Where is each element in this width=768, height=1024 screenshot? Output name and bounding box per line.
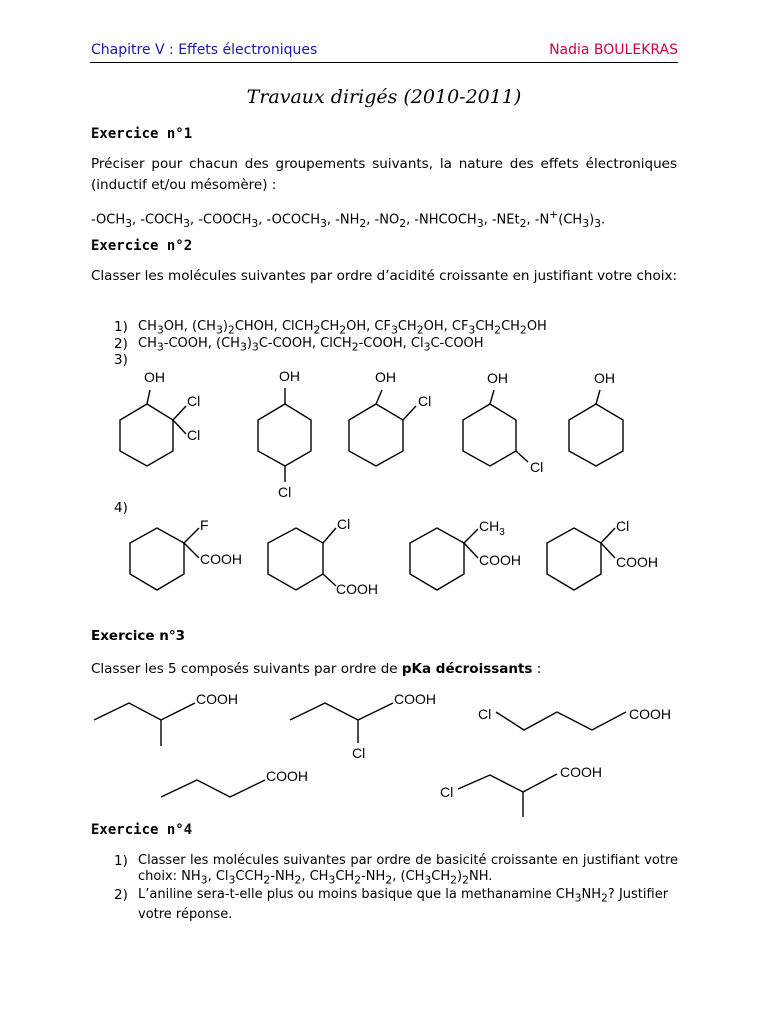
oh-label: OH bbox=[375, 369, 396, 385]
oh-label: OH bbox=[594, 370, 615, 386]
molecule-2-chlorocyclohexanecarboxylic-acid bbox=[268, 516, 378, 597]
cooh-label: COOH bbox=[336, 581, 378, 597]
list-number: 1) bbox=[114, 319, 128, 335]
molecule-cyclohexanol bbox=[569, 370, 623, 466]
cl-label: Cl bbox=[187, 427, 201, 443]
cooh-label: COOH bbox=[200, 551, 242, 567]
header-author: Nadia BOULEKRAS bbox=[549, 42, 678, 58]
molecule-4-chlorocyclohexanol bbox=[258, 368, 311, 500]
f-label: F bbox=[200, 517, 209, 533]
molecule-butanoic-acid bbox=[161, 768, 308, 797]
cooh-label: COOH bbox=[629, 706, 671, 722]
exercise-1-heading: Exercice n°1 bbox=[91, 126, 193, 142]
cl-label: Cl bbox=[337, 516, 351, 532]
cl-label: Cl bbox=[278, 484, 292, 500]
exercise-4-item-1: Classer les molécules suivantes par ordre de basicité croissante en justifiant votre choix: $NH_3$, $Cl_3CCH_2-NH_2$, $CH_3CH_2-NH_2$, $(CH_3CH_2)_2NH$. bbox=[138, 853, 678, 887]
cl-label: Cl bbox=[440, 784, 454, 800]
molecule-1-chlorocyclohexanecarboxylic-acid bbox=[547, 518, 658, 590]
exercise-2-item-2: $CH_3$-COOH, $(CH_3)_3C$-COOH, ClCH$_2$-COOH, $Cl_3C$-COOH bbox=[138, 336, 484, 354]
exercise-2-heading: Exercice n°2 bbox=[91, 238, 193, 254]
molecule-3-chloro-2-methylpropanoic-acid bbox=[440, 764, 602, 817]
exercise-4-item-2: L’aniline sera-t-elle plus ou moins basique que la methanamine $CH_3NH_2$? Justifier votre réponse. bbox=[138, 887, 669, 922]
header-chapter: Chapitre V : Effets électroniques bbox=[91, 42, 318, 58]
cl-label: Cl bbox=[418, 393, 432, 409]
molecule-3-chlorocyclohexanol bbox=[463, 370, 543, 475]
molecule-2-chlorobutanoic-acid bbox=[290, 691, 436, 761]
exercise-2-text: Classer les molécules suivantes par ordre d’acidité croissante en justifiant votre choix: bbox=[91, 268, 677, 284]
cooh-label: COOH bbox=[560, 764, 602, 780]
oh-label: OH bbox=[487, 370, 508, 386]
cooh-label: COOH bbox=[394, 691, 436, 707]
svg-text:CH3: $CH_3$ bbox=[479, 518, 505, 538]
cl-label: Cl bbox=[478, 706, 492, 722]
cl-label: Cl bbox=[352, 745, 366, 761]
exercise-1-groups: $-OCH_3$, $-COCH_3$, $-COOCH_3$, $-OCOCH_3$, $-NH_2$, $-NO_2$, $-NHCOCH_3$, -NEt$_2$, $-N^+(CH_3)_3$. bbox=[91, 208, 606, 230]
exercise-3-text: Classer les 5 composés suivants par ordre de pKa décroissants : bbox=[91, 661, 542, 677]
cl-label: Cl bbox=[530, 459, 544, 475]
molecule-1-methylcyclohexanecarboxylic-acid bbox=[410, 518, 521, 590]
molecule-2-chlorocyclohexanol bbox=[349, 369, 431, 466]
exercise-2-item-1: $CH_3OH$, $(CH_3)_2CHOH$, $ClCH_2CH_2OH$, $CF_3CH_2OH$, $CF_3CH_2CH_2OH$ bbox=[138, 319, 547, 337]
cooh-label: COOH bbox=[479, 552, 521, 568]
cooh-label: COOH bbox=[196, 691, 238, 707]
page-title: Travaux dirigés (2010-2011) bbox=[246, 86, 522, 108]
exercise-4-heading: Exercice n°4 bbox=[91, 822, 193, 838]
list-number: 2) bbox=[114, 887, 128, 903]
oh-label: OH bbox=[279, 368, 300, 384]
exercise-1-text: Préciser pour chacun des groupements suivants, la nature des effets électroniques (inductif et/ou mésomère) : bbox=[91, 156, 677, 193]
molecule-2-chloro-dichloro-cyclohexanol bbox=[120, 369, 200, 466]
list-number: 4) bbox=[114, 500, 128, 516]
exercise-3-heading: Exercice n°3 bbox=[91, 628, 185, 644]
list-number: 2) bbox=[114, 336, 128, 352]
molecule-5-chloropentanoic-acid bbox=[478, 706, 671, 730]
list-number: 1) bbox=[114, 853, 128, 869]
molecule-1-fluorocyclohexanecarboxylic-acid bbox=[130, 517, 242, 590]
list-number: 3) bbox=[114, 352, 128, 368]
cl-label: Cl bbox=[187, 393, 201, 409]
cooh-label: COOH bbox=[616, 554, 658, 570]
cooh-label: COOH bbox=[266, 768, 308, 784]
molecule-2-methylbutanoic-acid bbox=[94, 691, 238, 746]
cl-label: Cl bbox=[616, 518, 630, 534]
oh-label: OH bbox=[144, 369, 165, 385]
